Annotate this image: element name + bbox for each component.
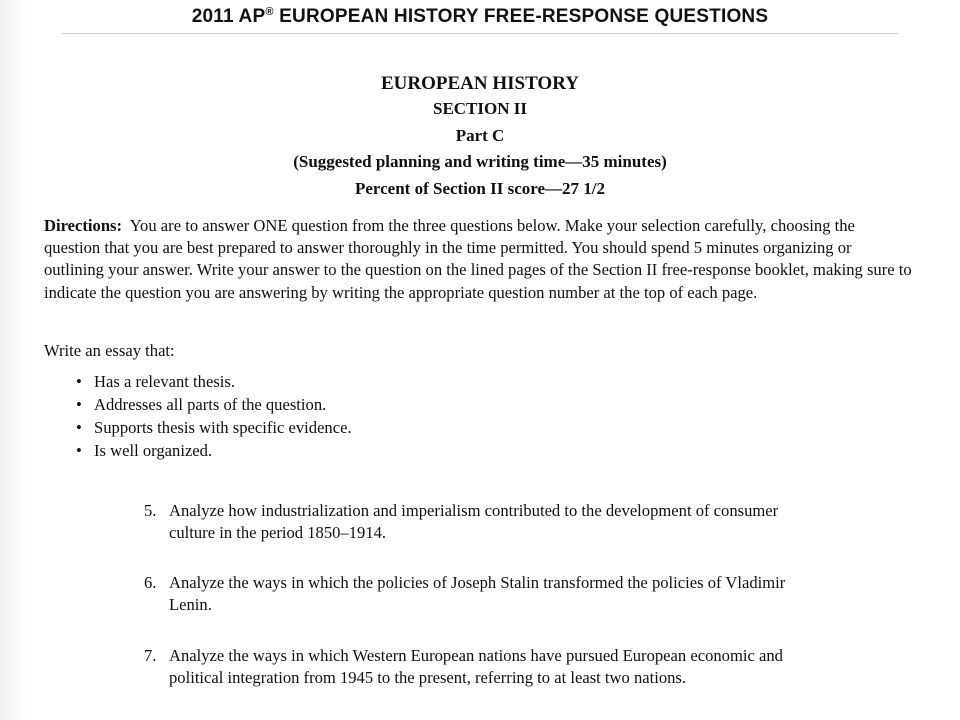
question-7 xyxy=(144,645,804,689)
directions-paragraph xyxy=(44,215,914,304)
question-text: Analyze the ways in which Western European nations have pursued European economic and political integration from 1945 to the present, referring to at least two nations. xyxy=(169,646,783,687)
section-heading xyxy=(0,72,960,202)
directions-label: Directions: xyxy=(44,216,123,235)
question-number: 7. xyxy=(144,646,157,665)
criteria-item xyxy=(76,416,352,439)
criteria-item xyxy=(76,393,352,416)
timing-note: (Suggested planning and writing time—35 minutes) xyxy=(293,152,667,171)
header-divider xyxy=(62,33,898,34)
directions-text: You are to answer ONE question from the three questions below. Make your selection carefully, choosing the question that you are best prepared to answer thoroughly in the time permitted. You should spend 5 minutes organizing or outlining your answer. Write your answer to the question on the lined pages of the Section II free-response booklet, making sure to indicate the question you are answering by writing the appropriate question number at the top of each page. xyxy=(44,216,912,302)
criteria-item xyxy=(76,439,352,462)
question-5 xyxy=(144,500,804,544)
criteria-text: Has a relevant thesis. xyxy=(94,372,235,391)
question-number: 5. xyxy=(144,501,157,520)
question-text: Analyze the ways in which the policies of Joseph Stalin transformed the policies of Vladimir Lenin. xyxy=(169,573,786,614)
criteria-text: Is well organized. xyxy=(94,441,213,460)
question-number: 6. xyxy=(144,573,157,592)
score-note: Percent of Section II score—27 1/2 xyxy=(354,178,606,198)
essay-criteria-list xyxy=(76,370,352,462)
header-title-suffix: EUROPEAN HISTORY FREE-RESPONSE QUESTIONS xyxy=(273,6,769,27)
bullet-icon: • xyxy=(76,395,82,414)
criteria-item xyxy=(76,370,352,393)
header-title-prefix: 2011 AP xyxy=(191,6,266,27)
question-6 xyxy=(144,572,804,616)
section-name: SECTION II xyxy=(432,99,527,118)
part-label: Part C xyxy=(455,125,505,145)
question-text: Analyze how industrialization and imperialism contributed to the development of consumer culture in the period 1850–1914. xyxy=(169,501,779,542)
criteria-text: Supports thesis with specific evidence. xyxy=(94,418,352,437)
page-header-title xyxy=(0,6,960,28)
registered-mark: ® xyxy=(265,6,274,18)
essay-intro: Write an essay that: xyxy=(44,341,175,360)
bullet-icon: • xyxy=(76,441,82,460)
bullet-icon: • xyxy=(76,418,82,437)
subject-title: EUROPEAN HISTORY xyxy=(381,73,579,94)
bullet-icon: • xyxy=(76,372,82,391)
criteria-text: Addresses all parts of the question. xyxy=(94,395,327,414)
